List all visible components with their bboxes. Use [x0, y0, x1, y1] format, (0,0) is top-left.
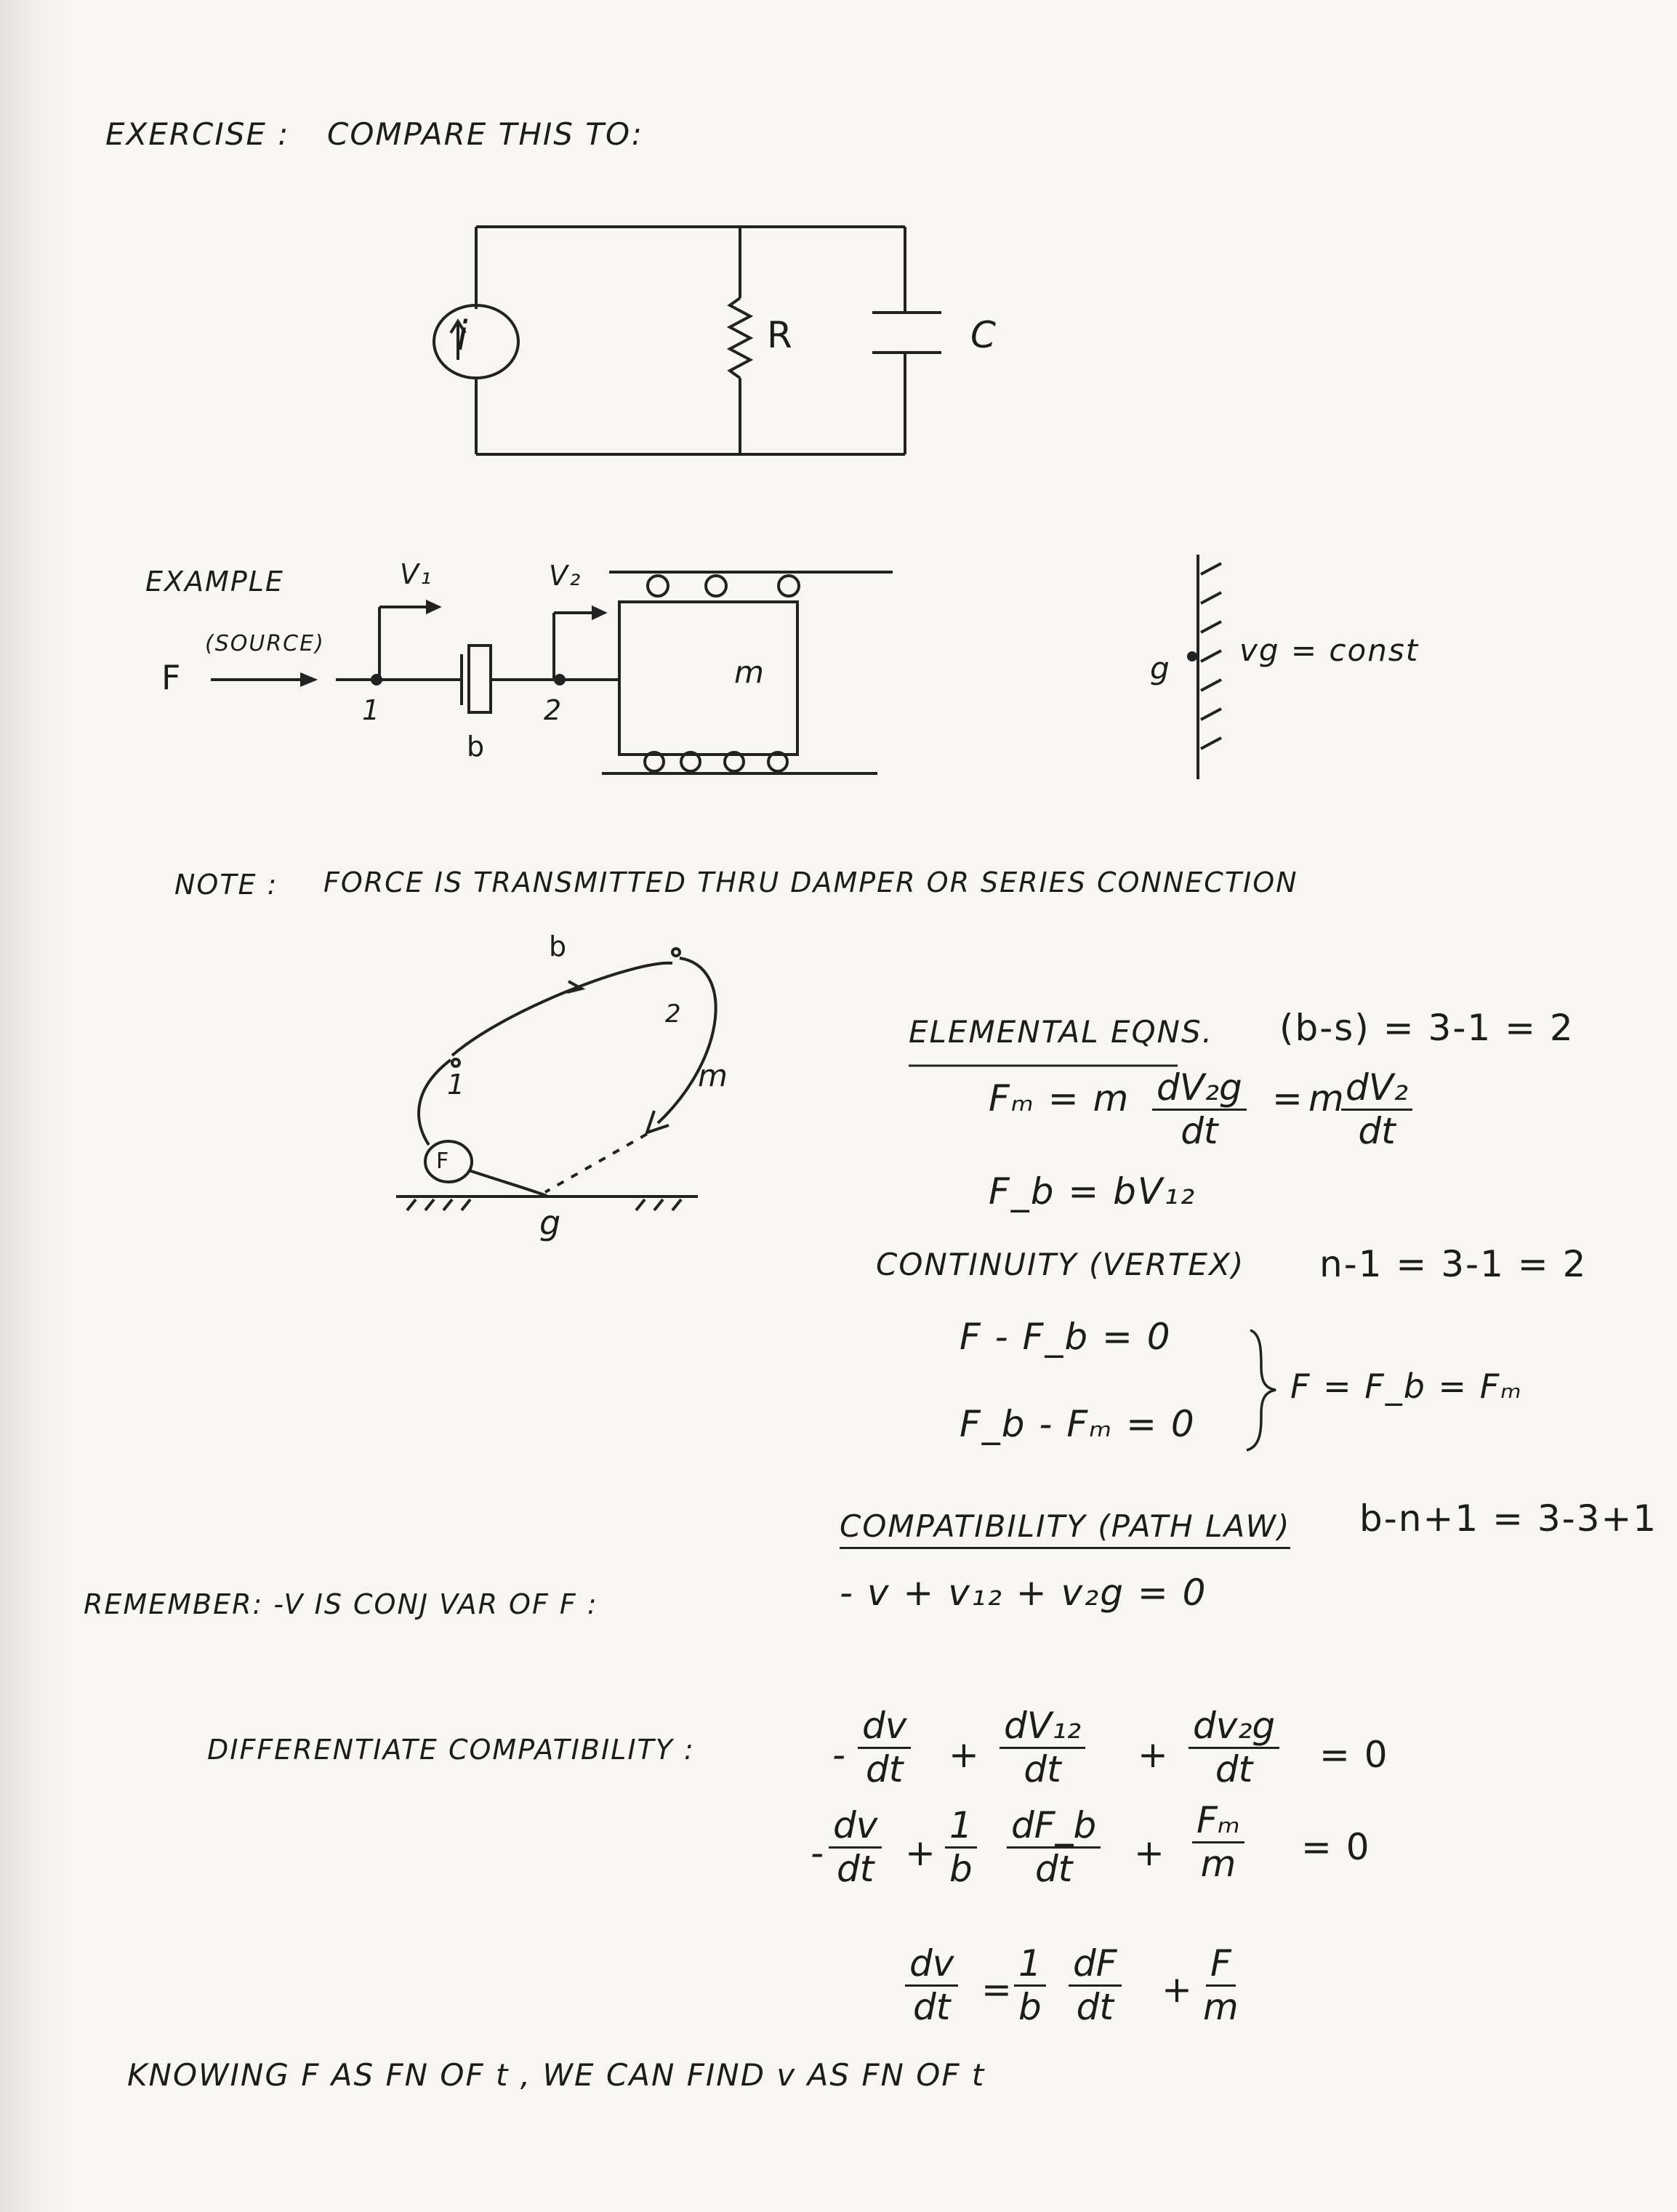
- row1-eq0: = 0: [1319, 1734, 1389, 1776]
- continuity-eq2: F_b - Fₘ = 0: [960, 1403, 1196, 1445]
- v1-label: V₁: [400, 558, 433, 590]
- graph-node1-label: 1: [447, 1069, 467, 1101]
- damper-label: b: [467, 731, 486, 763]
- mass-block: [619, 602, 797, 755]
- row1-term1-num: dᴠ: [858, 1707, 911, 1749]
- example-label: EXAMPLE: [145, 566, 284, 598]
- row2-term1-num: dᴠ: [829, 1806, 882, 1849]
- row2-term1-den: dt: [836, 1847, 874, 1890]
- compare-text: COMPARE THIS TO:: [327, 116, 643, 152]
- row2-term3-num: dF_b: [1007, 1806, 1101, 1849]
- row3-equals: =: [981, 1968, 1013, 2011]
- compatibility-count: b-n+1 = 3-3+1: [1359, 1497, 1658, 1540]
- resistor-icon: [730, 298, 750, 378]
- graph-b-label: b: [549, 930, 568, 962]
- fm-fraction-2: [1341, 1066, 1412, 1152]
- row3-plus: +: [1162, 1968, 1194, 2011]
- row2-plus-2: +: [1134, 1832, 1166, 1874]
- compatibility-title: COMPATIBILITY (PATH LAW): [840, 1508, 1290, 1549]
- elemental-title: ELEMENTAL EQNS.: [909, 1014, 1213, 1050]
- conclusion-text: KNOWING F AS FN OF t , WE CAN FIND ᴠ AS FN OF t: [127, 2057, 986, 2093]
- row3-term1-num: 1: [1014, 1944, 1046, 1987]
- row3-term2: [1069, 1944, 1122, 2026]
- graph-node2-label: 2: [665, 1000, 683, 1029]
- fm-den-2: dt: [1358, 1109, 1396, 1152]
- source-label: i: [457, 313, 470, 360]
- note-label: NOTE :: [174, 869, 278, 901]
- row1-term3-den: dt: [1215, 1748, 1253, 1790]
- compatibility-equation: - ᴠ + ᴠ₁₂ + ᴠ₂g = 0: [840, 1572, 1207, 1614]
- rc-circuit: [434, 227, 941, 454]
- exercise-label: EXERCISE :: [105, 116, 290, 152]
- continuity-eq1: F - F_b = 0: [960, 1316, 1172, 1358]
- graph-m-label: m: [698, 1058, 729, 1093]
- fm-num-2: dV₂: [1341, 1069, 1412, 1111]
- continuity-title: CONTINUITY (VERTEX): [876, 1247, 1245, 1282]
- row2-term1: [829, 1806, 882, 1888]
- resistor-label: R: [767, 314, 794, 356]
- row3-term2-num: dF: [1069, 1944, 1122, 1987]
- row2-plus-1: +: [905, 1832, 937, 1874]
- row1-term2: [1000, 1707, 1085, 1788]
- row3-term1-den: b: [1018, 1985, 1042, 2028]
- row3-lhs: [905, 1944, 958, 2026]
- row1-plus-1: +: [949, 1734, 981, 1776]
- row2-term2-den: b: [949, 1847, 973, 1890]
- mechanical-system: [211, 555, 1221, 779]
- row3-term3: [1203, 1944, 1239, 2026]
- current-source-icon: [434, 305, 518, 378]
- note-text: FORCE IS TRANSMITTED THRU DAMPER OR SERIES CONNECTION: [323, 866, 1298, 898]
- source-tag: (SOURCE): [205, 631, 325, 656]
- ground-label: g: [1150, 651, 1171, 686]
- row2-eq0: = 0: [1301, 1826, 1371, 1868]
- node1-label: 1: [362, 694, 382, 726]
- capacitor-label: C: [970, 314, 997, 356]
- vg-label: ᴠg = const: [1239, 632, 1420, 668]
- fm-fraction-1: [1152, 1066, 1247, 1152]
- row1-plus-2: +: [1138, 1734, 1170, 1776]
- row2-minus: -: [811, 1832, 826, 1874]
- row2-term4-num: Fₘ: [1192, 1801, 1244, 1843]
- fb-equation: F_b = bV₁₂: [989, 1170, 1197, 1212]
- differentiate-label: DIFFERENTIATE COMPATIBILITY :: [207, 1734, 695, 1766]
- force-label: F: [161, 658, 182, 697]
- row1-term2-num: dV₁₂: [1000, 1707, 1085, 1749]
- row3-lhs-den: dt: [912, 1985, 951, 2028]
- continuity-result: F = F_b = Fₘ: [1290, 1367, 1523, 1406]
- row3-term2-den: dt: [1076, 1985, 1114, 2028]
- node2-label: 2: [544, 694, 563, 726]
- row2-term2: [945, 1806, 977, 1888]
- mass-label: m: [734, 654, 765, 690]
- row1-term2-den: dt: [1024, 1748, 1061, 1790]
- remember-text: REMEMBER: -V IS CONJ VAR OF F :: [84, 1588, 598, 1620]
- fm-equation-lhs: Fₘ = m: [989, 1077, 1130, 1119]
- row2-term3: [1007, 1806, 1101, 1888]
- elemental-count: (b-s) = 3-1 = 2: [1279, 1007, 1575, 1049]
- fm-equals: =: [1272, 1077, 1304, 1119]
- graph-source-label: F: [436, 1149, 451, 1174]
- row3-term1: [1014, 1944, 1046, 2026]
- row1-term1-den: dt: [865, 1748, 904, 1790]
- row3-term3-num: F: [1206, 1944, 1236, 1987]
- row1-minus: -: [832, 1734, 848, 1776]
- row2-term3-den: dt: [1034, 1847, 1073, 1890]
- fm-m2: m: [1308, 1077, 1346, 1119]
- row3-lhs-num: dᴠ: [905, 1944, 958, 1987]
- row1-term3: [1189, 1707, 1279, 1788]
- row2-term2-num: 1: [945, 1806, 977, 1849]
- continuity-count: n-1 = 3-1 = 2: [1319, 1243, 1588, 1285]
- row1-term3-num: dᴠ₂g: [1189, 1707, 1279, 1749]
- row2-term4-den: m: [1200, 1842, 1236, 1885]
- fm-num-1: dV₂g: [1152, 1069, 1247, 1111]
- row2-term4: [1192, 1801, 1244, 1883]
- row1-term1: [858, 1707, 911, 1788]
- fm-den-1: dt: [1181, 1109, 1218, 1152]
- row3-term3-den: m: [1203, 1985, 1239, 2028]
- graph-ground-label: g: [539, 1203, 563, 1242]
- v2-label: V₂: [549, 560, 582, 592]
